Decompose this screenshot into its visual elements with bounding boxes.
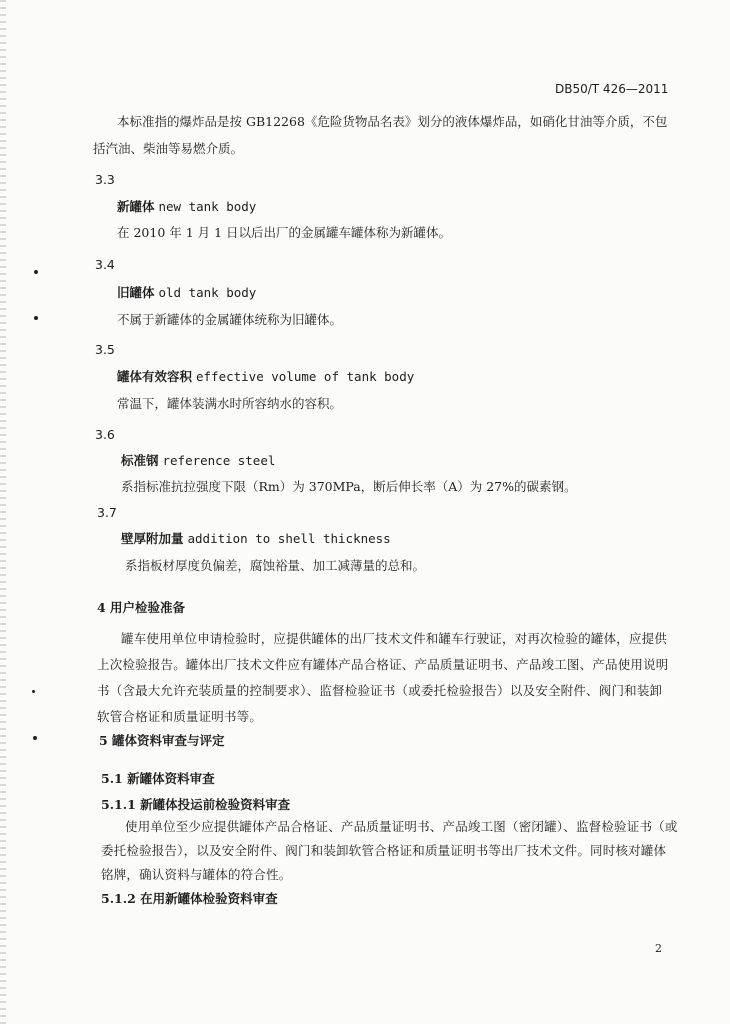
term-cn: 新罐体: [117, 199, 155, 214]
term-cn: 标准钢: [121, 453, 159, 468]
paragraph-line: 罐车使用单位申请检验时，应提供罐体的出厂技术文件和罐车行驶证，对再次检验的罐体，应提供: [121, 631, 668, 646]
clause-number: 3.7: [97, 505, 117, 520]
scan-speck: [33, 736, 37, 740]
term-cn: 罐体有效容积: [117, 369, 193, 384]
paragraph-line: 上次检验报告。罐体出厂技术文件应有罐体产品合格证、产品质量证明书、产品竣工图、产品使用说明: [97, 657, 669, 672]
term-heading: [117, 198, 256, 216]
scan-speck: [34, 270, 38, 274]
subsection-heading: 5.1.2 在用新罐体检验资料审查: [101, 891, 278, 906]
term-cn: 旧罐体: [117, 285, 155, 300]
scan-speck: [34, 316, 38, 320]
term-en: old tank body: [158, 285, 257, 300]
scan-edge: [0, 0, 6, 1024]
term-definition: 不属于新罐体的金属罐体统称为旧罐体。: [117, 312, 343, 327]
clause-number: 3.3: [95, 172, 115, 187]
term-definition: 常温下，罐体装满水时所容纳水的容积。: [117, 396, 343, 411]
term-heading: [117, 284, 256, 302]
term-heading: [121, 530, 391, 548]
paragraph-line: 使用单位至少应提供罐体产品合格证、产品质量证明书、产品竣工图（密闭罐）、监督检验证书（或: [125, 819, 678, 834]
scan-speck: [32, 690, 35, 693]
page-number: 2: [655, 942, 662, 955]
term-heading: [117, 368, 414, 386]
clause-number: 3.5: [95, 342, 115, 357]
paragraph-line: 委托检验报告），以及安全附件、阀门和装卸软管合格证和质量证明书等出厂技术文件。同时核对罐体: [101, 843, 667, 858]
section-heading: 4 用户检验准备: [97, 600, 186, 615]
term-en: effective volume of tank body: [196, 369, 415, 384]
term-en: reference steel: [162, 453, 276, 468]
term-definition: 系指标准抗拉强度下限（Rm）为 370MPa，断后伸长率（A）为 27%的碳素钢。: [121, 479, 577, 494]
subsection-heading: 5.1.1 新罐体投运前检验资料审查: [101, 797, 291, 812]
term-cn: 壁厚附加量: [121, 531, 184, 546]
term-heading: [121, 452, 275, 470]
clause-number: 3.4: [95, 257, 115, 272]
term-en: new tank body: [158, 199, 257, 214]
paragraph-line: 书（含最大允许充装质量的控制要求）、监督检验证书（或委托检验报告）以及安全附件、阀门和装卸: [97, 683, 663, 698]
clause-number: 3.6: [95, 427, 115, 442]
term-definition: 系指板材厚度负偏差，腐蚀裕量、加工减薄量的总和。: [125, 558, 426, 573]
paragraph-line: 铭牌，确认资料与罐体的符合性。: [101, 867, 292, 882]
term-definition: 在 2010 年 1 月 1 日以后出厂的金属罐车罐体称为新罐体。: [117, 225, 452, 240]
section-heading: 5 罐体资料审查与评定: [99, 733, 225, 748]
intro-line-1: 本标准指的爆炸品是按 GB12268《危险货物品名表》划分的液体爆炸品，如硝化甘油等介质，不包: [117, 114, 668, 129]
term-en: addition to shell thickness: [187, 531, 391, 546]
doc-code: DB50/T 426—2011: [555, 82, 669, 96]
subsection-heading: 5.1 新罐体资料审查: [101, 771, 215, 786]
paragraph-line: 软管合格证和质量证明书等。: [97, 709, 263, 724]
intro-line-2: 括汽油、柴油等易燃介质。: [93, 141, 244, 156]
